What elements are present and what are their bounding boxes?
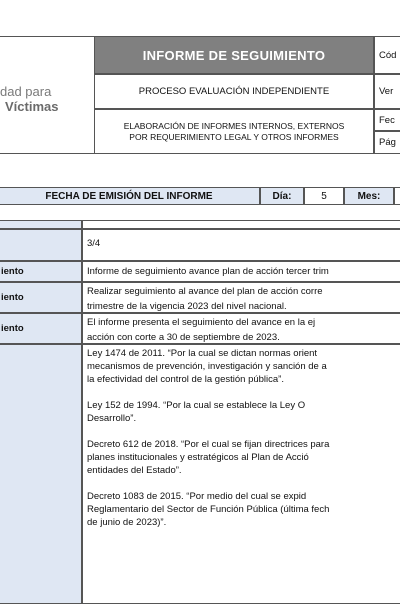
month-label: Mes: — [344, 187, 394, 205]
scope-cell — [82, 313, 400, 344]
criteria-line: mecanismos de prevención, investigación y sanción de a — [87, 361, 327, 372]
info-table — [0, 220, 400, 600]
process-name: PROCESO EVALUACIÓN INDEPENDIENTE — [94, 74, 374, 109]
criteria-line: Ley 152 de 1994. “Por la cual se establece la Ley O — [87, 400, 306, 411]
month-value — [394, 187, 400, 205]
criteria-line: Decreto 1083 de 2015. “Por medio del cual se expid — [87, 491, 307, 502]
criteria-line — [83, 477, 400, 490]
objective-cell — [82, 282, 400, 313]
date-label: Fec — [374, 109, 400, 131]
day-value: 5 — [304, 187, 344, 205]
criteria-line — [83, 386, 400, 399]
scope-line: El informe presenta el seguimiento del avance en la ej — [87, 317, 316, 328]
report-name-cell — [82, 261, 400, 282]
criteria-line: Reglamentario del Sector de Función Pública (última fech — [87, 504, 330, 515]
objective-label: iento — [0, 282, 82, 313]
code-label: Cód — [374, 36, 400, 74]
criteria-line — [83, 425, 400, 438]
criteria-line: entidades del Estado”. — [87, 465, 182, 476]
criteria-line: Desarrollo”. — [87, 413, 137, 424]
report-name: Informe de seguimiento avance plan de acción tercer trim — [87, 266, 329, 277]
criteria-line: Ley 1474 de 2011. “Por la cual se dictan normas orient — [87, 348, 318, 359]
logo — [0, 36, 94, 154]
scope-line: acción con corte a 30 de septiembre de 2023. — [87, 332, 280, 343]
logo-line-1: dad para — [0, 84, 52, 99]
day-label: Día: — [260, 187, 304, 205]
scope-label: iento — [0, 313, 82, 344]
objective-line: trimestre de la vigencia 2023 del nivel nacional. — [87, 301, 287, 312]
report-number: 3/4 — [87, 238, 101, 249]
objective-line: Realizar seguimiento al avance del plan de acción corre — [87, 286, 323, 297]
table-row — [0, 220, 82, 229]
criteria-label-cell — [0, 344, 82, 604]
criteria-line: Decreto 612 de 2018. “Por el cual se fijan directrices para — [87, 439, 330, 450]
report-number-cell — [82, 229, 400, 261]
logo-line-2: Víctimas — [5, 99, 59, 114]
version-label: Ver — [374, 74, 400, 109]
page-label: Pág — [374, 131, 400, 154]
criteria-line: de junio de 2023)”. — [87, 517, 167, 528]
report-title: INFORME DE SEGUIMIENTO — [94, 36, 374, 74]
report-name-label: iento — [0, 261, 82, 282]
criteria-line: planes institucionales y estratégicos al Plan de Acció — [87, 452, 309, 463]
table-row — [82, 220, 400, 229]
number-label-cell — [0, 229, 82, 261]
criteria-cell — [82, 344, 400, 604]
criteria-line: la efectividad del control de la gestión pública”. — [87, 374, 284, 385]
emission-date-label: FECHA DE EMISIÓN DEL INFORME — [0, 187, 260, 205]
procedure-name: ELABORACIÓN DE INFORMES INTERNOS, EXTERNOS POR REQUERIMIENTO LEGAL Y OTROS INFORMES — [94, 109, 374, 154]
